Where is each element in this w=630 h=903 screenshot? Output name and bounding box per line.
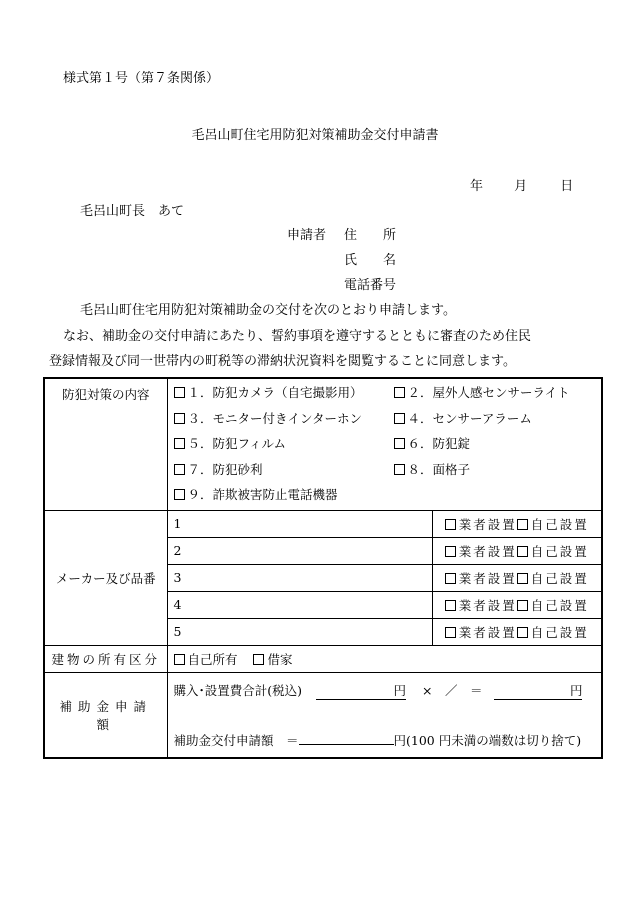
date-year: 年 <box>470 179 484 194</box>
applicant-block <box>287 224 396 299</box>
maker-row-4[interactable]: 4 <box>167 591 432 618</box>
cost-label: 購入･設置費合計(税込) <box>173 682 303 698</box>
calc-result-field[interactable]: 円 <box>494 681 582 700</box>
install-option-3[interactable]: 業者設置 自己設置 <box>432 564 602 591</box>
checkbox-icon[interactable] <box>445 627 456 638</box>
date-line <box>470 175 573 194</box>
checkbox-icon[interactable] <box>394 413 405 424</box>
maker-row-1[interactable]: 1 <box>167 510 432 537</box>
form-number: 様式第１号（第７条関係） <box>63 71 220 86</box>
install-option-2[interactable]: 業者設置 自己設置 <box>432 537 602 564</box>
cost-field[interactable]: 円 <box>316 681 406 700</box>
checkbox-icon[interactable] <box>394 387 405 398</box>
cost-line <box>174 681 596 731</box>
measures-cell <box>167 378 602 510</box>
checkbox-icon[interactable] <box>445 600 456 611</box>
checkbox-icon[interactable] <box>174 438 185 449</box>
measure-option-7[interactable]: ７．防犯砂利 <box>174 457 394 483</box>
apply-amount-field[interactable] <box>299 744 394 745</box>
ownership-label: 建物の所有区分 <box>44 645 167 672</box>
ownership-owned[interactable]: 自己所有 <box>174 652 238 667</box>
checkbox-icon[interactable] <box>174 489 185 500</box>
date-month: 月 <box>514 179 528 194</box>
checkbox-icon[interactable] <box>517 627 528 638</box>
checkbox-icon[interactable] <box>174 654 185 665</box>
checkbox-icon[interactable] <box>174 413 185 424</box>
install-option-5[interactable]: 業者設置 自己設置 <box>432 618 602 645</box>
maker-row-3[interactable]: 3 <box>167 564 432 591</box>
address-label: 住 所 <box>344 228 397 243</box>
checkbox-icon[interactable] <box>517 573 528 584</box>
checkbox-icon[interactable] <box>174 464 185 475</box>
install-option-4[interactable]: 業者設置 自己設置 <box>432 591 602 618</box>
maker-row-5[interactable]: 5 <box>167 618 432 645</box>
phone-label: 電話番号 <box>344 278 397 293</box>
checkbox-icon[interactable] <box>445 546 456 557</box>
measure-option-9[interactable]: ９．詐欺被害防止電話機器 <box>174 482 594 508</box>
application-table <box>43 377 603 759</box>
ownership-rented[interactable]: 借家 <box>253 652 292 667</box>
maker-row-2[interactable]: 2 <box>167 537 432 564</box>
checkbox-icon[interactable] <box>394 464 405 475</box>
applicant-label: 申請者 <box>287 228 327 243</box>
ownership-cell <box>167 645 602 672</box>
measure-option-1[interactable]: １．防犯カメラ（自宅撮影用） <box>174 380 394 406</box>
maker-label: メーカー及び品番 <box>44 510 167 645</box>
apply-label: 補助金交付申請額 ＝ <box>173 732 299 748</box>
checkbox-icon[interactable] <box>394 438 405 449</box>
body-text-3: 登録情報及び同一世帯内の町税等の滞納状況資料を閲覧することに同意します。 <box>49 354 516 369</box>
measures-label: 防犯対策の内容 <box>44 378 167 510</box>
date-day: 日 <box>560 179 574 194</box>
measure-option-4[interactable]: ４．センサーアラーム <box>394 406 594 432</box>
checkbox-icon[interactable] <box>517 546 528 557</box>
checkbox-icon[interactable] <box>445 573 456 584</box>
measure-option-5[interactable]: ５．防犯フィルム <box>174 431 394 457</box>
body-text-1: 毛呂山町住宅用防犯対策補助金の交付を次のとおり申請します。 <box>80 303 456 318</box>
subsidy-label: 補助金申請額 <box>44 672 167 758</box>
addressee: 毛呂山町長 あて <box>80 204 185 219</box>
calc-operators: × ／ ＝ <box>421 682 483 698</box>
name-label: 氏 名 <box>344 253 397 268</box>
measure-option-8[interactable]: ８．面格子 <box>394 457 594 483</box>
measure-option-2[interactable]: ２．屋外人感センサーライト <box>394 380 594 406</box>
measure-option-3[interactable]: ３．モニター付きインターホン <box>174 406 394 432</box>
page-title: 毛呂山町住宅用防犯対策補助金交付申請書 <box>191 128 439 143</box>
checkbox-icon[interactable] <box>253 654 264 665</box>
apply-note: 円(100 円未満の端数は切り捨て) <box>393 732 582 748</box>
checkbox-icon[interactable] <box>445 519 456 530</box>
apply-line <box>174 731 596 749</box>
checkbox-icon[interactable] <box>517 519 528 530</box>
subsidy-cell <box>167 672 602 758</box>
checkbox-icon[interactable] <box>174 387 185 398</box>
body-text-2: なお、補助金の交付申請にあたり、誓約事項を遵守するとともに審査のため住民 <box>63 329 532 344</box>
checkbox-icon[interactable] <box>517 600 528 611</box>
measure-option-6[interactable]: ６．防犯錠 <box>394 431 594 457</box>
install-option-1[interactable]: 業者設置 自己設置 <box>432 510 602 537</box>
